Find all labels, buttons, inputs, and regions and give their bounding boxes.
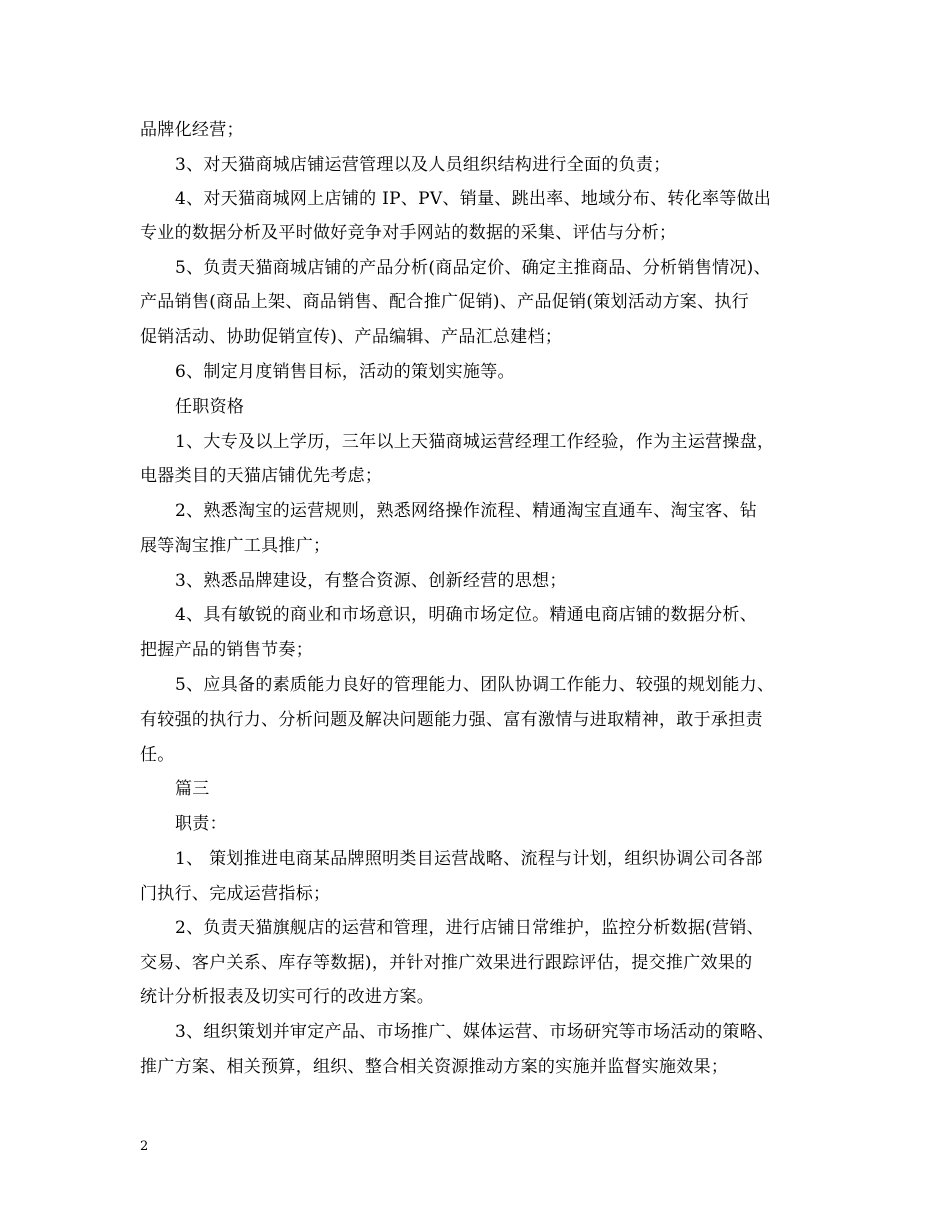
text-line: 6、制定月度销售目标，活动的策划实施等。	[175, 362, 515, 382]
section-heading: 篇三	[175, 779, 210, 799]
text-line: 3、熟悉品牌建设，有整合资源、创新经营的思想；	[175, 571, 567, 591]
text-line: 交易、客户关系、库存等数据)，并针对推广效果进行跟踪评估，提交推广效果的	[140, 953, 753, 973]
text-line: 专业的数据分析及平时做好竞争对手网站的数据的采集、评估与分析；	[140, 223, 677, 243]
text-line: 门执行、完成运营指标；	[140, 884, 331, 904]
text-line: 品牌化经营；	[140, 120, 244, 140]
text-line: 3、组织策划并审定产品、市场推广、媒体运营、市场研究等市场活动的策略、	[175, 1022, 775, 1042]
text-line: 1、大专及以上学历，三年以上天猫商城运营经理工作经验，作为主运营操盘，	[175, 432, 775, 452]
text-line: 统计分析报表及切实可行的改进方案。	[140, 987, 435, 1007]
page-number: 2	[140, 1139, 149, 1154]
text-line: 展等淘宝推广工具推广；	[140, 536, 331, 556]
text-line: 推广方案、相关预算，组织、整合相关资源推动方案的实施并监督实施效果；	[140, 1057, 729, 1077]
text-line: 2、负责天猫旗舰店的运营和管理，进行店铺日常维护，监控分析数据(营销、	[175, 918, 764, 938]
text-line: 有较强的执行力、分析问题及解决问题能力强、富有激情与进取精神，敢于承担责	[140, 710, 763, 730]
text-line: 2、熟悉淘宝的运营规则，熟悉网络操作流程、精通淘宝直通车、淘宝客、钻	[175, 501, 758, 521]
text-line: 任。	[140, 745, 175, 765]
text-line: 1、 策划推进电商某品牌照明类目运营战略、流程与计划，组织协调公司各部	[175, 849, 763, 869]
text-line: 促销活动、协助促销宣传)、产品编辑、产品汇总建档；	[140, 327, 563, 347]
text-line: 5、应具备的素质能力良好的管理能力、团队协调工作能力、较强的规划能力、	[175, 675, 775, 695]
text-line: 把握产品的销售节奏；	[140, 640, 313, 660]
text-line: 3、对天猫商城店铺运营管理以及人员组织结构进行全面的负责；	[175, 155, 671, 175]
text-line: 4、具有敏锐的商业和市场意识，明确市场定位。精通电商店铺的数据分析、	[175, 605, 758, 625]
section-heading: 任职资格	[175, 397, 245, 417]
section-heading: 职责：	[175, 814, 227, 834]
text-line: 产品销售(商品上架、商品销售、配合推广促销)、产品促销(策划活动方案、执行	[140, 292, 749, 312]
text-line: 4、对天猫商城网上店铺的 IP、PV、销量、跳出率、地域分布、转化率等做出	[175, 189, 772, 209]
text-line: 5、负责天猫商城店铺的产品分析(商品定价、确定主推商品、分析销售情况)、	[175, 258, 771, 278]
text-line: 电器类目的天猫店铺优先考虑；	[140, 466, 383, 486]
